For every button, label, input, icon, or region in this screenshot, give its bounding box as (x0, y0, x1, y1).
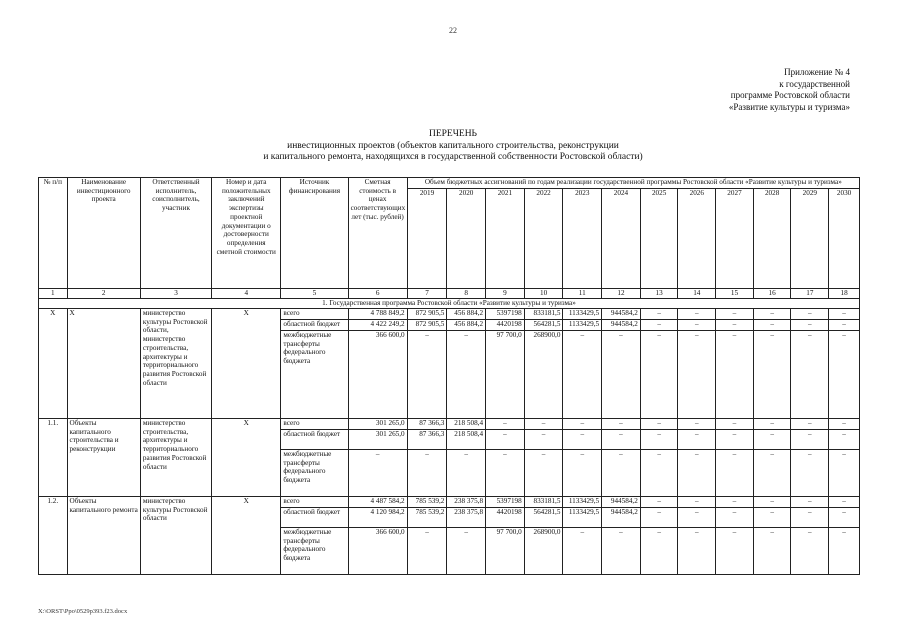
cell-year-value: – (678, 450, 716, 497)
cell-year-value: 238 375,8 (447, 508, 486, 528)
appendix-line-3: программе Ростовской области (730, 90, 850, 100)
cell-year-value: – (753, 528, 791, 575)
header-year-2019: 2019 (407, 189, 447, 289)
cell-year-value: – (753, 430, 791, 450)
cell-year-value: 4420198 (486, 320, 525, 331)
column-number: 18 (829, 289, 860, 299)
header-year-2029: 2029 (791, 189, 829, 289)
cell-year-value: – (407, 528, 447, 575)
column-number: 2 (67, 289, 140, 299)
cell-year-value: – (640, 331, 678, 419)
cell-year-value: – (678, 430, 716, 450)
cell-year-value: – (829, 508, 860, 528)
cell-year-value: – (486, 430, 525, 450)
cell-source: межбюджетные трансферты федерального бюджета (281, 450, 348, 497)
cell-year-value: – (716, 309, 754, 320)
cell-year-value: – (563, 528, 602, 575)
header-num: № п/п (39, 178, 68, 289)
cell-source: межбюджетные трансферты федерального бюджета (281, 331, 348, 419)
investment-projects-table (38, 177, 860, 575)
column-number: 4 (212, 289, 281, 299)
header-executor: Ответственный исполнитель, соисполнитель, участник (140, 178, 211, 289)
cell-year-value: – (678, 320, 716, 331)
cell-year-value: – (447, 528, 486, 575)
cell-source: всего (281, 419, 348, 430)
cell-year-value: – (678, 497, 716, 508)
cell-year-value: – (753, 450, 791, 497)
column-number: 9 (486, 289, 525, 299)
title-line-1: ПЕРЕЧЕНЬ (428, 129, 478, 139)
cell-year-value: 1133429,5 (563, 320, 602, 331)
cell-year-value: – (447, 331, 486, 419)
cell-year-value: 833181,5 (524, 309, 563, 320)
header-name: Наименование инвестиционного проекта (67, 178, 140, 289)
cell-year-value: 785 539,2 (407, 497, 447, 508)
cell-year-value: 238 375,8 (447, 497, 486, 508)
header-year-2030: 2030 (829, 189, 860, 289)
appendix-line-4: «Развитие культуры и туризма» (728, 101, 850, 112)
cell-year-value: 87 366,3 (407, 419, 447, 430)
table-row (39, 497, 860, 508)
cell-source: всего (281, 309, 348, 320)
cell-year-value: – (829, 450, 860, 497)
column-numbers-row (39, 289, 860, 299)
cell-year-value: – (524, 430, 563, 450)
cell-expertise: Х (212, 309, 281, 419)
cell-year-value: – (791, 450, 829, 497)
cell-year-value: – (678, 528, 716, 575)
column-number: 6 (348, 289, 407, 299)
cell-year-value: 268900,0 (524, 528, 563, 575)
cell-year-value: – (524, 419, 563, 430)
column-number: 3 (140, 289, 211, 299)
cell-source: всего (281, 497, 348, 508)
cell-expertise: Х (212, 419, 281, 497)
cell-year-value: 564281,5 (524, 320, 563, 331)
cell-executor: министерство строительства, архитектуры и территориального развития Ростовской области (140, 419, 211, 497)
cell-year-value: 1133429,5 (563, 309, 602, 320)
cell-year-value: – (716, 450, 754, 497)
header-cost: Сметная стоимость в ценах соответствующих лет (тыс. рублей) (348, 178, 407, 289)
cell-year-value: – (486, 419, 525, 430)
section-title: 1. Государственная программа Ростовской области «Развитие культуры и туризма» (39, 299, 860, 309)
cell-expertise: Х (212, 497, 281, 575)
cell-cost: 4 788 849,2 (348, 309, 407, 320)
cell-year-value: – (678, 309, 716, 320)
cell-cost: 4 422 249,2 (348, 320, 407, 331)
cell-num: Х (39, 309, 68, 419)
cell-year-value: 564281,5 (524, 508, 563, 528)
column-number: 11 (563, 289, 602, 299)
cell-cost: 366 600,0 (348, 528, 407, 575)
cell-year-value: – (791, 320, 829, 331)
cell-year-value: – (791, 331, 829, 419)
title-line-3: и капитального ремонта, находящихся в государственной собственности Ростовской области) (263, 152, 643, 162)
file-path-footer: X:\ORST\Ppo\0529p393.f23.docx (38, 608, 128, 615)
page-number: 22 (449, 26, 457, 35)
cell-year-value: 97 700,0 (486, 331, 525, 419)
cell-year-value: – (486, 450, 525, 497)
cell-year-value: – (563, 430, 602, 450)
cell-year-value: – (791, 430, 829, 450)
header-year-2027: 2027 (716, 189, 754, 289)
cell-year-value: 97 700,0 (486, 528, 525, 575)
header-year-2025: 2025 (640, 189, 678, 289)
cell-year-value: – (753, 309, 791, 320)
cell-project-name: Объекты капитального строительства и реконструкции (67, 419, 140, 497)
cell-project-name: Объекты капитального ремонта (67, 497, 140, 575)
appendix-line-2: к государственной (779, 78, 850, 89)
cell-year-value: 5397198 (486, 309, 525, 320)
cell-year-value: 872 905,5 (407, 320, 447, 331)
cell-year-value: 872 905,5 (407, 309, 447, 320)
cell-year-value: – (640, 528, 678, 575)
column-number: 15 (716, 289, 754, 299)
cell-year-value: – (753, 497, 791, 508)
column-number: 17 (791, 289, 829, 299)
cell-year-value: 944584,2 (602, 497, 641, 508)
cell-year-value: – (716, 320, 754, 331)
column-number: 10 (524, 289, 563, 299)
cell-year-value: – (829, 430, 860, 450)
cell-year-value: – (716, 331, 754, 419)
cell-executor: министерство культуры Ростовской области, министерство строительства, архитектуры и территориального развития Ростовской области (140, 309, 211, 419)
cell-source: областной бюджет (281, 430, 348, 450)
cell-year-value: 218 508,4 (447, 430, 486, 450)
cell-cost: – (348, 450, 407, 497)
cell-source: межбюджетные трансферты федерального бюджета (281, 528, 348, 575)
cell-year-value: 456 884,2 (447, 320, 486, 331)
header-expertise: Номер и дата положительных заключений экспертизы проектной документации о достоверности определения сметной стоимости (212, 178, 281, 289)
cell-year-value: – (791, 497, 829, 508)
header-year-2020: 2020 (447, 189, 486, 289)
cell-year-value: – (640, 450, 678, 497)
cell-year-value: – (640, 497, 678, 508)
table-row (39, 419, 860, 430)
cell-year-value: 5397198 (486, 497, 525, 508)
cell-year-value: – (602, 430, 641, 450)
cell-year-value: – (716, 419, 754, 430)
table-row (39, 309, 860, 320)
column-number: 16 (753, 289, 791, 299)
table-body (39, 178, 860, 575)
cell-year-value: – (640, 320, 678, 331)
cell-year-value: – (791, 528, 829, 575)
cell-year-value: – (753, 419, 791, 430)
section-row (39, 299, 860, 309)
cell-year-value: – (640, 508, 678, 528)
cell-year-value: – (829, 331, 860, 419)
cell-year-value: – (716, 508, 754, 528)
cell-source: областной бюджет (281, 320, 348, 331)
column-number: 7 (407, 289, 447, 299)
cell-year-value: – (829, 497, 860, 508)
cell-cost: 301 265,0 (348, 419, 407, 430)
cell-year-value: – (524, 450, 563, 497)
column-number: 8 (447, 289, 486, 299)
cell-year-value: – (829, 320, 860, 331)
cell-year-value: – (753, 508, 791, 528)
cell-year-value: 87 366,3 (407, 430, 447, 450)
cell-year-value: – (563, 450, 602, 497)
header-year-2024: 2024 (602, 189, 641, 289)
document-title (0, 129, 906, 164)
column-number: 5 (281, 289, 348, 299)
cell-year-value: – (563, 331, 602, 419)
column-number: 14 (678, 289, 716, 299)
cell-year-value: – (678, 419, 716, 430)
cell-year-value: – (716, 430, 754, 450)
cell-year-value: – (602, 331, 641, 419)
cell-year-value: – (716, 497, 754, 508)
header-row-1 (39, 178, 860, 189)
header-source: Источник финансирования (281, 178, 348, 289)
cell-source: областной бюджет (281, 508, 348, 528)
header-year-2028: 2028 (753, 189, 791, 289)
column-number: 12 (602, 289, 641, 299)
cell-year-value: – (829, 528, 860, 575)
cell-num: 1.1. (39, 419, 68, 497)
cell-year-value: 944584,2 (602, 508, 641, 528)
cell-year-value: 944584,2 (602, 320, 641, 331)
cell-year-value: 456 884,2 (447, 309, 486, 320)
cell-executor: министерство культуры Ростовской области (140, 497, 211, 575)
cell-year-value: – (791, 508, 829, 528)
cell-year-value: – (753, 331, 791, 419)
header-volume: Объем бюджетных ассигнований по годам реализации государственной программы Ростовской области «Развитие культуры и туризма» (407, 178, 859, 189)
appendix-line-1: Приложение № 4 (784, 67, 850, 77)
header-year-2022: 2022 (524, 189, 563, 289)
cell-year-value: 218 508,4 (447, 419, 486, 430)
cell-cost: 366 600,0 (348, 331, 407, 419)
header-year-2026: 2026 (678, 189, 716, 289)
cell-cost: 4 120 984,2 (348, 508, 407, 528)
cell-cost: 301 265,0 (348, 430, 407, 450)
cell-year-value: – (640, 419, 678, 430)
title-line-2: инвестиционных проектов (объектов капитального строительства, реконструкции (287, 140, 619, 151)
cell-year-value: 1133429,5 (563, 508, 602, 528)
cell-year-value: – (640, 430, 678, 450)
cell-num: 1.2. (39, 497, 68, 575)
cell-year-value: – (602, 419, 641, 430)
appendix-caption (729, 67, 850, 113)
cell-year-value: 785 539,2 (407, 508, 447, 528)
cell-year-value: – (791, 419, 829, 430)
header-year-2021: 2021 (486, 189, 525, 289)
cell-year-value: 268900,0 (524, 331, 563, 419)
cell-year-value: – (678, 508, 716, 528)
cell-year-value: – (829, 419, 860, 430)
cell-cost: 4 487 584,2 (348, 497, 407, 508)
cell-year-value: – (791, 309, 829, 320)
column-number: 1 (39, 289, 68, 299)
cell-year-value: – (640, 309, 678, 320)
cell-year-value: – (407, 331, 447, 419)
cell-year-value: – (829, 309, 860, 320)
cell-year-value: – (602, 450, 641, 497)
cell-year-value: – (447, 450, 486, 497)
cell-project-name: Х (67, 309, 140, 419)
cell-year-value: – (678, 331, 716, 419)
cell-year-value: – (602, 528, 641, 575)
cell-year-value: – (407, 450, 447, 497)
cell-year-value: – (753, 320, 791, 331)
cell-year-value: 1133429,5 (563, 497, 602, 508)
header-year-2023: 2023 (563, 189, 602, 289)
column-number: 13 (640, 289, 678, 299)
cell-year-value: 833181,5 (524, 497, 563, 508)
cell-year-value: 944584,2 (602, 309, 641, 320)
cell-year-value: – (563, 419, 602, 430)
cell-year-value: – (716, 528, 754, 575)
cell-year-value: 4420198 (486, 508, 525, 528)
